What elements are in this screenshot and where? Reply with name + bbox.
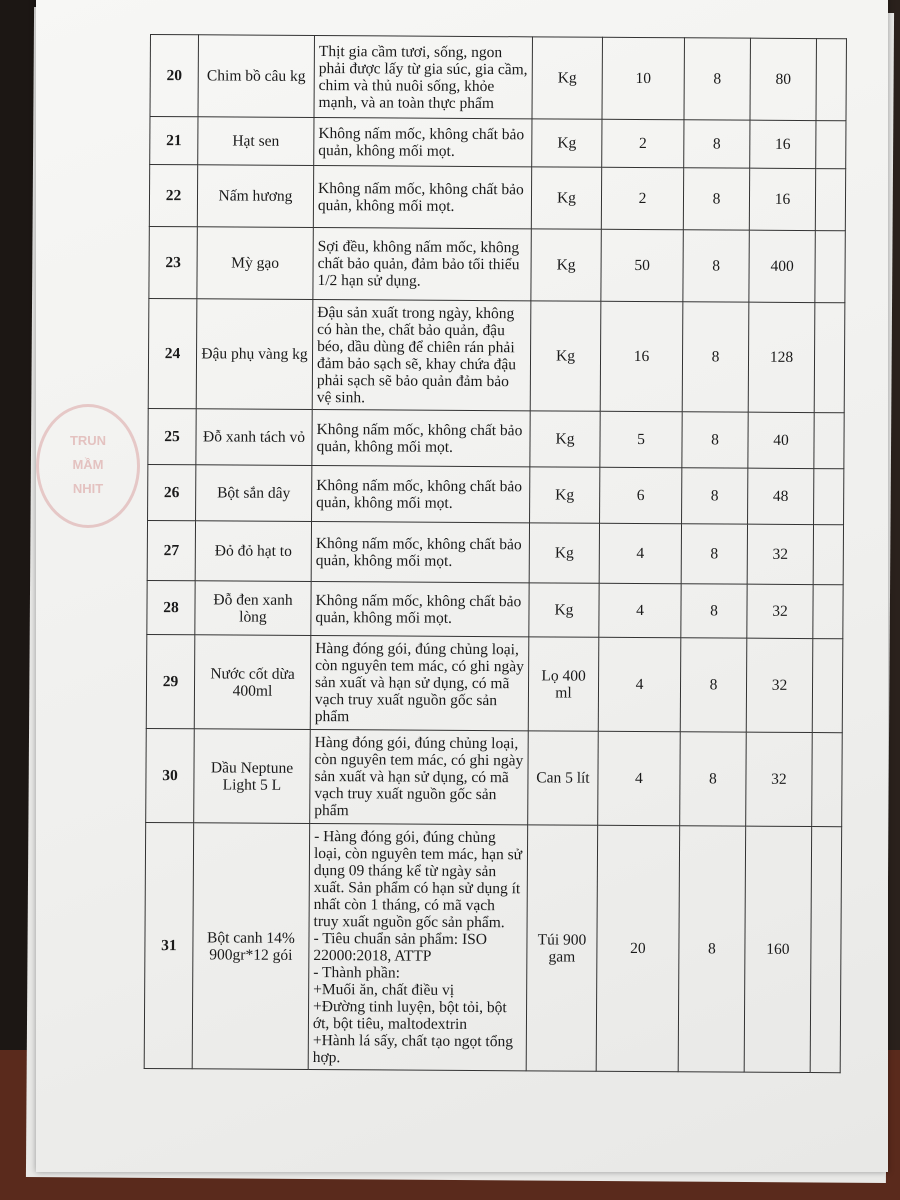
table-row	[148, 464, 844, 524]
item-name: Bột sắn dây	[196, 465, 312, 522]
item-name: Chim bồ câu kg	[198, 35, 314, 118]
item-specification: Không nấm mốc, không chất bảo quản, không mối mọt.	[312, 465, 530, 522]
item-unit: Kg	[530, 467, 600, 523]
item-name: Hạt sen	[198, 117, 314, 166]
empty-cell	[816, 121, 846, 169]
red-seal-stamp	[36, 404, 140, 528]
item-months: 8	[682, 412, 748, 468]
item-total: 32	[747, 524, 813, 584]
table-row	[149, 226, 845, 302]
empty-cell	[815, 231, 845, 303]
row-number: 21	[150, 117, 198, 165]
item-specification: Không nấm mốc, không chất bảo quản, không mối mọt.	[312, 409, 530, 466]
row-number: 28	[147, 580, 195, 634]
item-total: 128	[748, 302, 815, 412]
row-number: 26	[148, 464, 196, 520]
table-row	[148, 298, 845, 412]
item-specification: Thịt gia cầm tươi, sống, ngon phải được lấy từ gia súc, gia cầm, chim và thủ nuôi sống, khỏe mạnh, và an toàn thực phẩm	[314, 36, 532, 119]
item-name: Nấm hương	[197, 165, 313, 228]
item-specification: Sợi đều, không nấm mốc, không chất bảo quản, đảm bảo tối thiểu 1/2 hạn sử dụng.	[313, 228, 531, 301]
empty-cell	[814, 469, 844, 525]
item-name: Đậu phụ vàng kg	[196, 299, 313, 410]
goods-spec-table	[144, 34, 847, 1073]
item-quantity: 4	[598, 637, 681, 731]
empty-cell	[816, 39, 847, 121]
item-total: 48	[748, 468, 814, 524]
item-quantity: 16	[600, 301, 683, 411]
item-specification: Không nấm mốc, không chất bảo quản, không mối mọt.	[314, 118, 532, 167]
item-unit: Kg	[530, 411, 600, 467]
row-number: 23	[149, 226, 197, 298]
item-total: 80	[750, 38, 816, 120]
item-months: 8	[681, 524, 747, 584]
item-months: 8	[684, 120, 750, 168]
stamp-line-2: MẦM	[72, 457, 104, 472]
item-name: Đỗ xanh tách vỏ	[196, 409, 312, 466]
item-total: 32	[746, 638, 813, 732]
empty-cell	[810, 827, 842, 1073]
stamp-line-3: NHIT	[72, 481, 104, 496]
item-quantity: 2	[601, 167, 683, 229]
item-unit: Lọ 400 ml	[528, 637, 599, 731]
row-number: 25	[148, 408, 196, 464]
item-specification: - Hàng đóng gói, đúng chủng loại, còn nguyên tem mác, hạn sử dụng 09 tháng kể từ ngày sản xuất. Sản phẩm có hạn sử dụng ít nhất còn 1 tháng, có mã vạch truy xuất nguồn gốc sản phẩm. - Tiêu chuẩn sản phẩm: ISO 22000:2018, ATTP - Thành phần: +Muối ăn, chất điều vị +Đường tinh luyện, bột tỏi, bột ớt, bột tiêu, maltodextrin +Hành lá sấy, chất tạo ngọt tổng hợp.	[308, 823, 527, 1070]
item-months: 8	[678, 826, 746, 1072]
item-months: 8	[682, 468, 748, 524]
table-row	[146, 634, 843, 732]
item-months: 8	[681, 584, 747, 638]
item-specification: Hàng đóng gói, đúng chủng loại, còn nguyên tem mác, có ghi ngày sản xuất và hạn sử dụng, có mã vạch truy xuất nguồn gốc sản phẩm	[310, 635, 529, 730]
table-row	[150, 35, 846, 121]
item-quantity: 20	[596, 825, 680, 1071]
item-name: Mỳ gạo	[197, 227, 313, 300]
empty-cell	[815, 169, 845, 231]
item-months: 8	[683, 230, 749, 302]
item-name: Dầu Neptune Light 5 L	[194, 729, 311, 824]
table-row	[148, 408, 844, 468]
item-unit: Kg	[530, 301, 601, 411]
table-row	[147, 580, 843, 638]
item-specification: Không nấm mốc, không chất bảo quản, không mối mọt.	[311, 521, 529, 582]
item-total: 40	[748, 412, 814, 468]
item-name: Nước cốt dừa 400ml	[194, 635, 311, 730]
item-specification: Hàng đóng gói, đúng chủng loại, còn nguyên tem mác, có ghi ngày sản xuất và hạn sử dụng, có mã vạch truy xuất nguồn gốc sản phẩm	[310, 729, 529, 824]
item-unit: Kg	[531, 167, 601, 229]
item-months: 8	[680, 732, 747, 826]
item-months: 8	[680, 638, 747, 732]
item-specification: Đậu sản xuất trong ngày, không có hàn the, chất bảo quản, đậu béo, dầu dùng để chiên rán phải đảm bảo sạch sẽ, khay chứa đậu phải sạch sẽ bảo quản đảm bảo vệ sinh.	[312, 299, 531, 410]
item-months: 8	[684, 38, 750, 120]
item-unit: Kg	[529, 523, 599, 583]
empty-cell	[813, 525, 843, 585]
empty-cell	[814, 413, 844, 469]
row-number: 29	[146, 634, 195, 728]
empty-cell	[814, 303, 845, 413]
item-name: Đỏ đỏ hạt to	[195, 521, 311, 582]
table-row	[150, 117, 846, 169]
item-specification: Không nấm mốc, không chất bảo quản, không mối mọt.	[311, 581, 529, 636]
item-total: 32	[746, 732, 813, 826]
table-row	[146, 728, 843, 826]
item-quantity: 4	[599, 583, 681, 637]
stamp-line-1: TRUN	[69, 433, 107, 448]
row-number: 27	[147, 520, 195, 580]
item-total: 16	[750, 120, 816, 168]
item-unit: Kg	[531, 229, 601, 301]
empty-cell	[812, 639, 843, 733]
item-total: 16	[749, 168, 815, 230]
item-unit: Túi 900 gam	[526, 825, 598, 1071]
item-name: Đỗ đen xanh lòng	[195, 581, 311, 636]
item-quantity: 4	[598, 731, 681, 825]
row-number: 31	[144, 822, 194, 1068]
item-quantity: 6	[600, 467, 682, 523]
row-number: 22	[149, 165, 197, 227]
table-row	[149, 165, 845, 231]
item-quantity: 4	[599, 523, 681, 583]
item-months: 8	[682, 302, 749, 412]
item-quantity: 10	[602, 37, 684, 119]
table-row	[147, 520, 843, 584]
item-months: 8	[683, 168, 749, 230]
item-total: 160	[744, 826, 812, 1072]
row-number: 20	[150, 35, 199, 117]
item-specification: Không nấm mốc, không chất bảo quản, không mối mọt.	[313, 166, 531, 229]
row-number: 24	[148, 298, 197, 408]
item-name: Bột canh 14% 900gr*12 gói	[192, 823, 310, 1070]
row-number: 30	[146, 728, 195, 822]
empty-cell	[812, 733, 843, 827]
item-quantity: 5	[600, 411, 682, 467]
empty-cell	[813, 585, 843, 639]
table-row	[144, 822, 841, 1072]
item-unit: Can 5 lít	[528, 731, 599, 825]
item-unit: Kg	[532, 119, 602, 167]
item-quantity: 50	[601, 229, 683, 301]
item-unit: Kg	[532, 37, 602, 119]
item-unit: Kg	[529, 583, 599, 637]
item-total: 32	[747, 584, 813, 638]
item-total: 400	[749, 230, 815, 302]
item-quantity: 2	[602, 119, 684, 168]
